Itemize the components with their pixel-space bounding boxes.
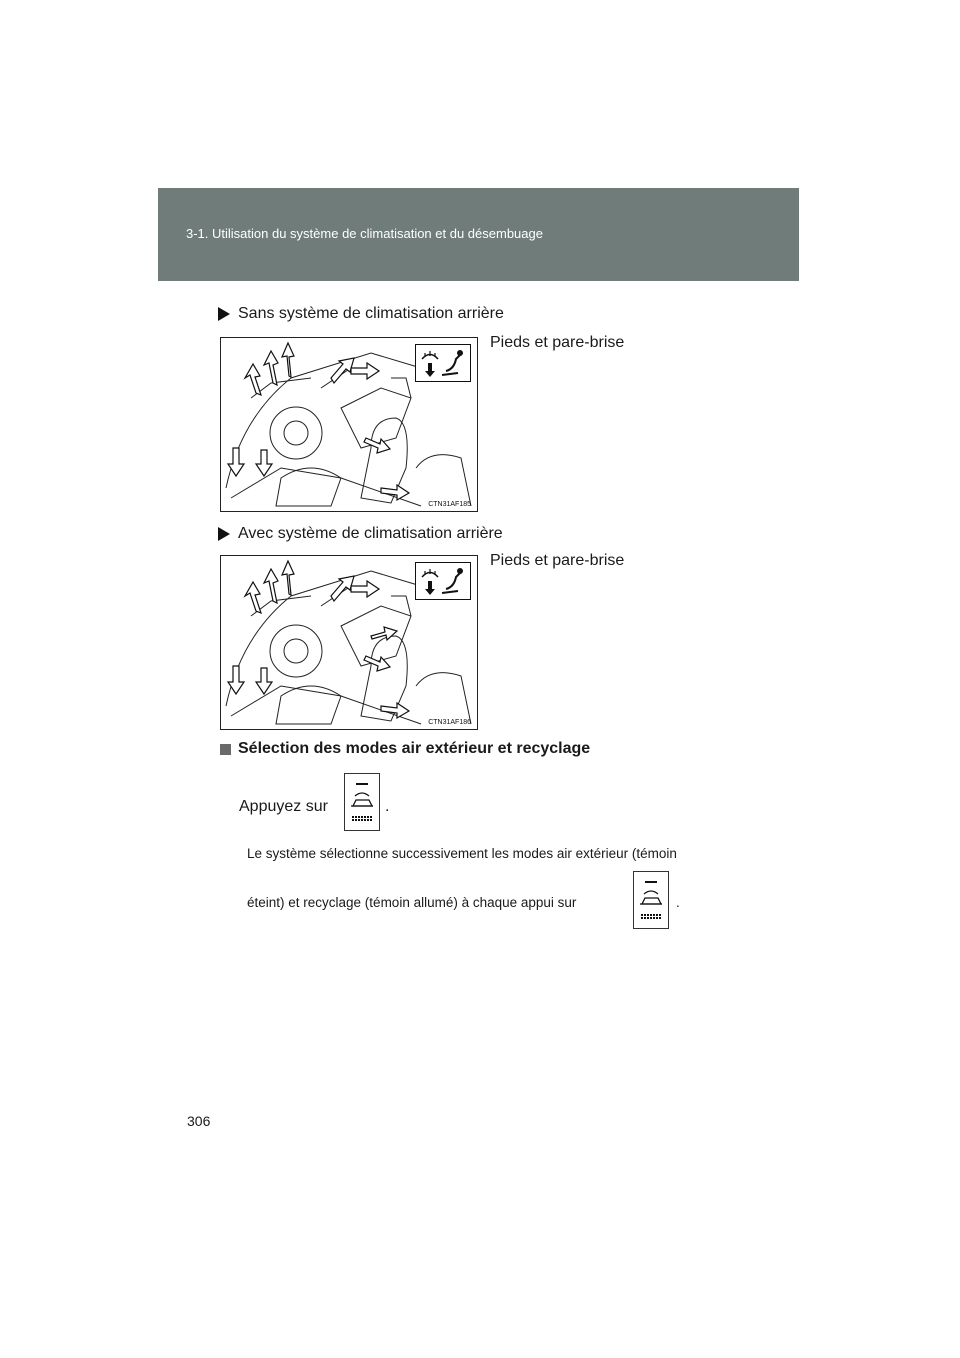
recirculation-button-icon	[633, 871, 669, 929]
bullet-heading-2	[218, 525, 503, 543]
instruction-text: Appuyez sur	[239, 798, 328, 815]
mode-label-2: Pieds et pare-brise	[490, 552, 625, 569]
triangle-bullet-icon	[218, 527, 230, 541]
square-bullet-icon	[220, 744, 231, 755]
page-number: 306	[187, 1113, 211, 1129]
feet-windshield-mode-icon	[415, 562, 471, 600]
section-heading-text: Sélection des modes air extérieur et recyclage	[238, 740, 591, 757]
figure-cabin-airflow-2	[220, 555, 478, 730]
feet-windshield-mode-icon	[415, 344, 471, 382]
bullet-heading-1	[218, 305, 504, 323]
bullet-heading-text: Sans système de climatisation arrière	[238, 305, 504, 322]
section-title: 3-1. Utilisation du système de climatisation et du désembuage	[186, 226, 543, 241]
note-line-1: Le système sélectionne successivement les modes air extérieur (témoin	[247, 846, 677, 861]
figure-code: CTN31AF186	[428, 719, 471, 726]
chapter-header	[158, 188, 799, 281]
section-heading	[220, 740, 590, 758]
recirculation-button-icon	[344, 773, 380, 831]
bullet-heading-text: Avec système de climatisation arrière	[238, 525, 503, 542]
figure-cabin-airflow-1	[220, 337, 478, 512]
instruction-period: .	[385, 798, 390, 815]
note-period: .	[676, 895, 680, 910]
note-line-2: éteint) et recyclage (témoin allumé) à chaque appui sur	[247, 895, 577, 910]
mode-label-1: Pieds et pare-brise	[490, 334, 625, 351]
triangle-bullet-icon	[218, 307, 230, 321]
figure-code: CTN31AF185	[428, 501, 471, 508]
